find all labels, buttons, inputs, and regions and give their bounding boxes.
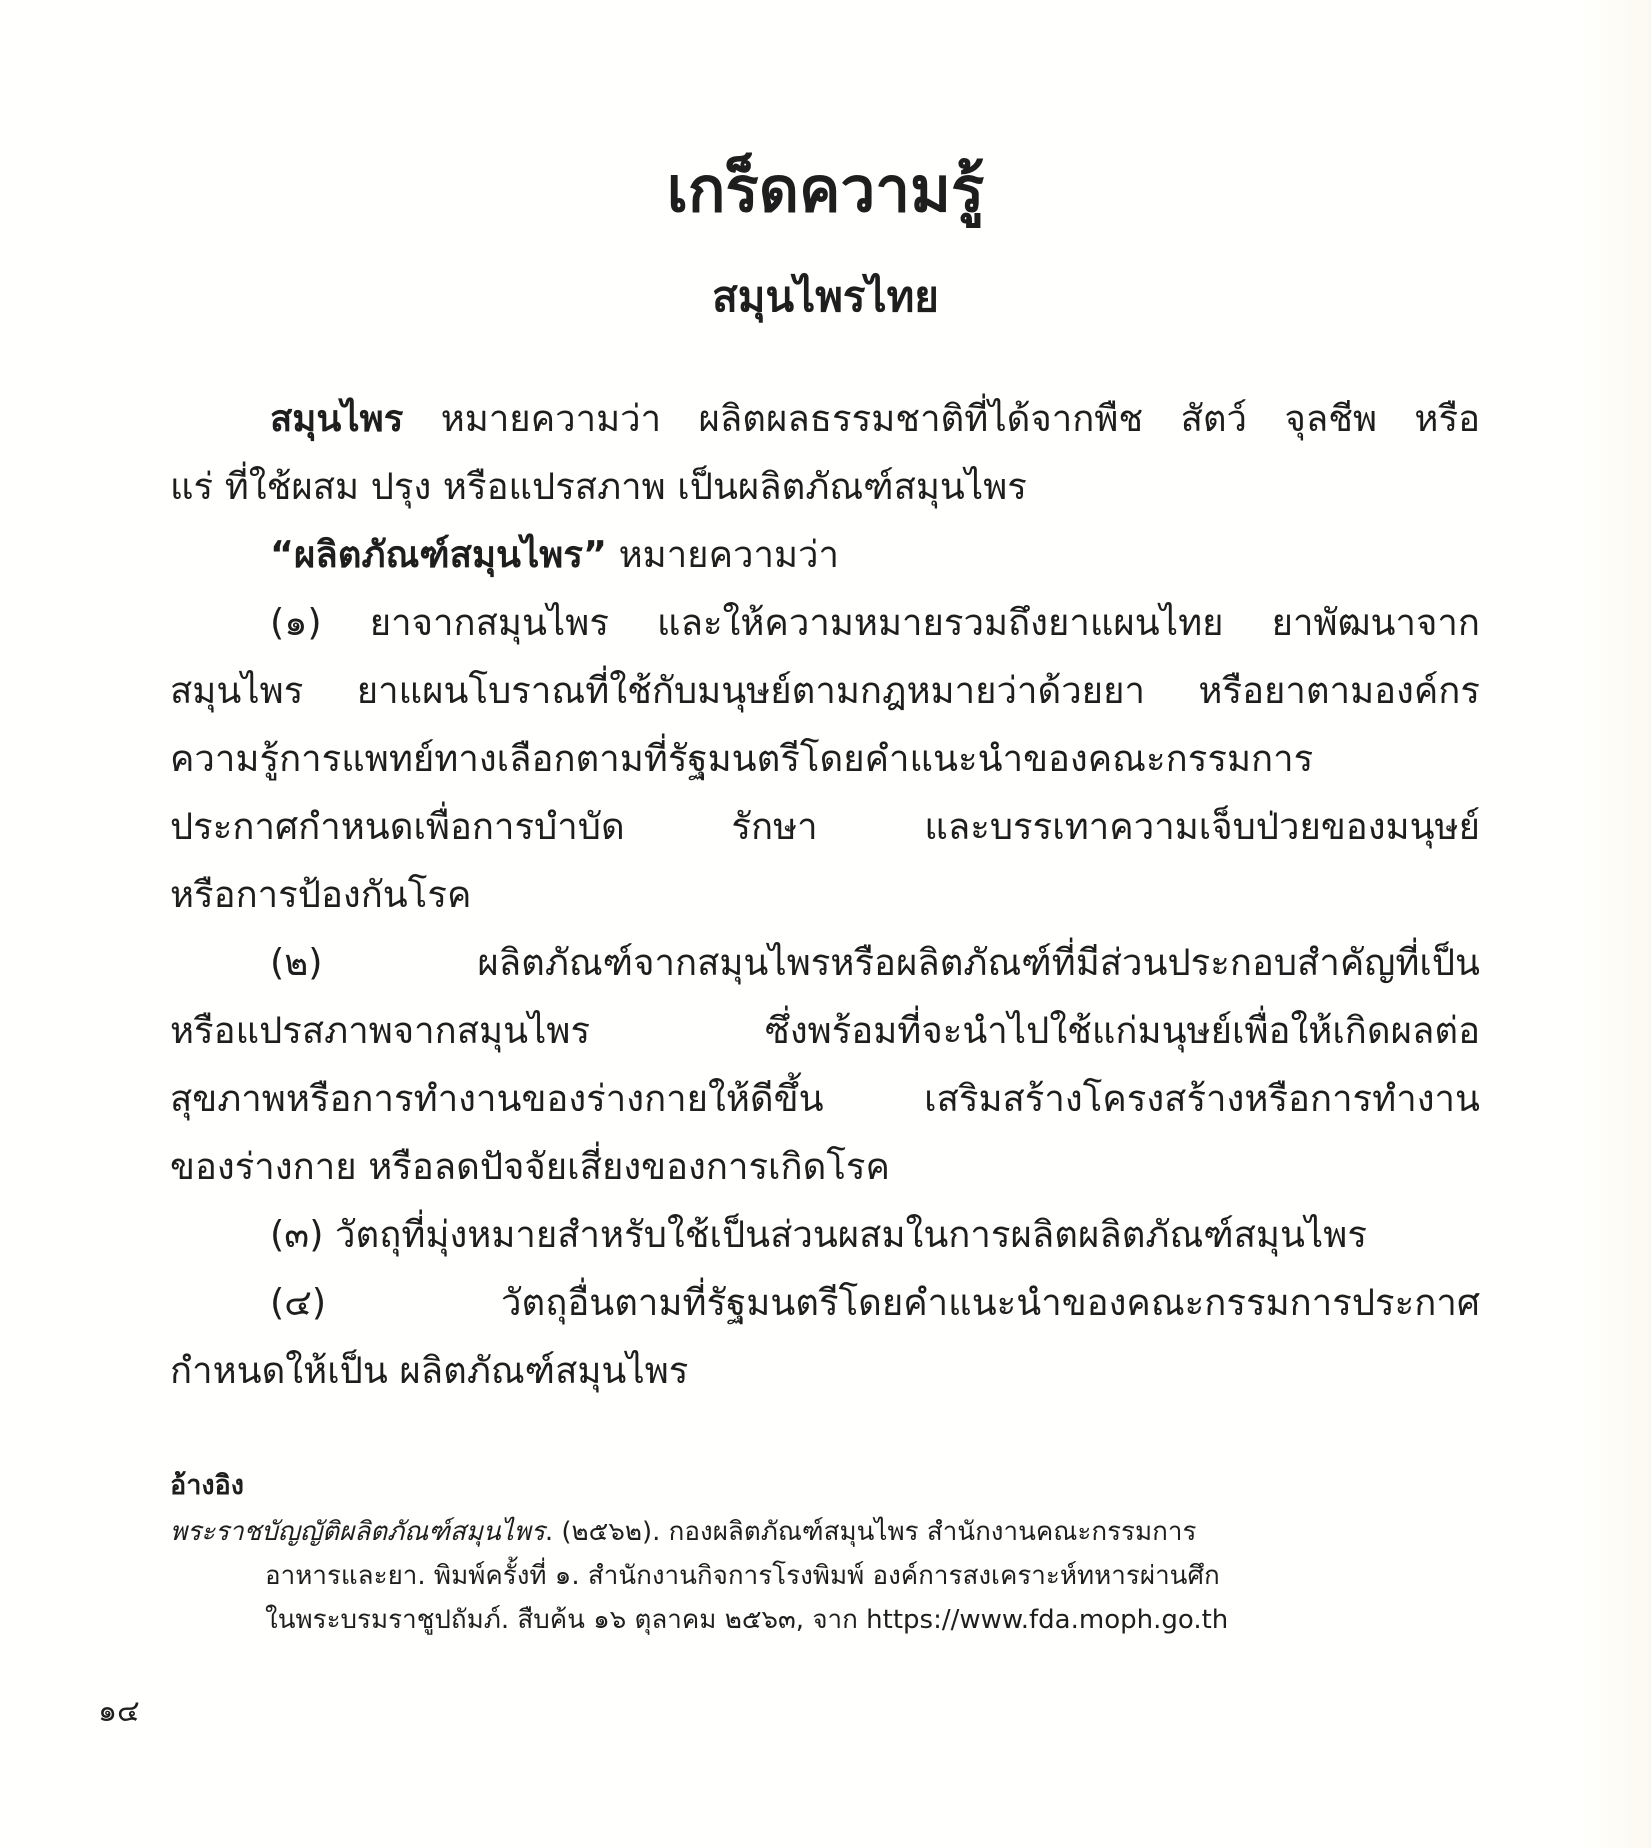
page-subtitle: สมุนไพรไทย: [712, 272, 939, 321]
item-1-line-3: ความรู้การแพทย์ทางเลือกตามที่รัฐมนตรีโดยคำแนะนำของคณะกรรมการ: [170, 737, 1314, 780]
page-title: เกร็ดความรู้: [666, 153, 985, 226]
paragraph-definition-herb-line-2: แร่ ที่ใช้ผสม ปรุง หรือแปรสภาพ เป็นผลิตภัณฑ์สมุนไพร: [170, 465, 1027, 508]
item-1-line-1: (๑) ยาจากสมุนไพร และให้ความหมายรวมถึงยาแผนไทย ยาพัฒนาจาก: [270, 601, 1480, 644]
item-2-line-4: ของร่างกาย หรือลดปัจจัยเสี่ยงของการเกิดโรค: [170, 1145, 890, 1188]
reference-line-2: อาหารและยา. พิมพ์ครั้งที่ ๑. สำนักงานกิจการโรงพิมพ์ องค์การสงเคราะห์ทหารผ่านศึก: [265, 1561, 1220, 1591]
item-2-line-2: หรือแปรสภาพจากสมุนไพร ซึ่งพร้อมที่จะนำไปใช้แก่มนุษย์เพื่อให้เกิดผลต่อ: [170, 1009, 1480, 1052]
item-1-line-4: ประกาศกำหนดเพื่อการบำบัด รักษา และบรรเทาความเจ็บป่วยของมนุษย์: [170, 805, 1480, 848]
item-4-line-2: กำหนดให้เป็น ผลิตภัณฑ์สมุนไพร: [170, 1349, 689, 1392]
reference-title: พระราชบัญญัติผลิตภัณฑ์สมุนไพร: [170, 1517, 545, 1547]
body-text: [170, 385, 1480, 1405]
item-1-line-2: สมุนไพร ยาแผนโบราณที่ใช้กับมนุษย์ตามกฎหมายว่าด้วยยา หรือยาตามองค์กร: [170, 669, 1480, 712]
item-2-line-3: สุขภาพหรือการทำงานของร่างกายให้ดีขึ้น เสริมสร้างโครงสร้างหรือการทำงาน: [170, 1077, 1480, 1120]
reference-line-3: ในพระบรมราชูปถัมภ์. สืบค้น ๑๖ ตุลาคม ๒๕๖๓, จาก https://www.fda.moph.go.th: [265, 1605, 1229, 1635]
reference-entry: [170, 1510, 1370, 1642]
item-2-line-1: (๒) ผลิตภัณฑ์จากสมุนไพรหรือผลิตภัณฑ์ที่มีส่วนประกอบสำคัญที่เป็น: [270, 941, 1480, 984]
term-herbal-product: “ผลิตภัณฑ์สมุนไพร”: [270, 533, 607, 576]
reference-heading: อ้างอิง: [170, 1470, 244, 1501]
reference-line-1: พระราชบัญญัติผลิตภัณฑ์สมุนไพร. (๒๕๖๒). กองผลิตภัณฑ์สมุนไพร สำนักงานคณะกรรมการ: [170, 1517, 1197, 1547]
item-4-line-1: (๔) วัตถุอื่นตามที่รัฐมนตรีโดยคำแนะนำของคณะกรรมการประกาศ: [270, 1281, 1480, 1324]
item-3-line-1: (๓) วัตถุที่มุ่งหมายสำหรับใช้เป็นส่วนผสมในการผลิตผลิตภัณฑ์สมุนไพร: [270, 1213, 1367, 1256]
paragraph-definition-product: “ผลิตภัณฑ์สมุนไพร” หมายความว่า: [270, 533, 840, 576]
item-1-line-5: หรือการป้องกันโรค: [170, 873, 472, 916]
paragraph-definition-herb-line-1: สมุนไพร หมายความว่า ผลิตผลธรรมชาติที่ได้จากพืช สัตว์ จุลชีพ หรือ: [270, 397, 1480, 440]
term-herb: สมุนไพร: [270, 397, 404, 440]
page-number: ๑๔: [98, 1694, 140, 1729]
